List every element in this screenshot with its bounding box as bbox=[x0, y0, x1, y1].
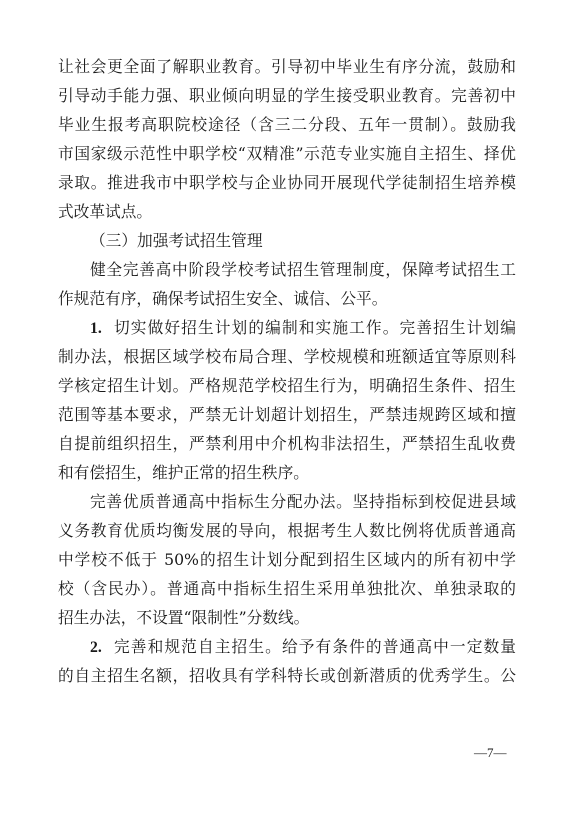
item-number: 2. bbox=[90, 639, 102, 656]
numbered-item-line bbox=[58, 632, 516, 661]
item-text: 完善和规范自主招生。给予有条件的普通高中一定数量 bbox=[113, 637, 516, 656]
text-line: 和有偿招生，维护正常的招生秩序。 bbox=[58, 463, 309, 482]
text-line: 学核定招生计划。严格规范学校招生行为，明确招生条件、招生 bbox=[58, 376, 516, 395]
text-line: 引导动手能力强、职业倾向明显的学生接受职业教育。完善初中 bbox=[58, 86, 516, 105]
text-line: 义务教育优质均衡发展的导向，根据考生人数比例将优质普通高 bbox=[58, 521, 516, 540]
text-line: 的自主招生名额，招收具有学科特长或创新潜质的优秀学生。公 bbox=[58, 666, 516, 685]
text-line: 录取。推进我市中职学校与企业协同开展现代学徒制招生培养模 bbox=[58, 173, 516, 192]
text-line: 中学校不低于 50%的招生计划分配到招生区域内的所有初中学 bbox=[58, 550, 516, 569]
text-line: 作规范有序，确保考试招生安全、诚信、公平。 bbox=[58, 289, 388, 308]
text-line: 自提前组织招生，严禁利用中介机构非法招生，严禁招生乱收费 bbox=[58, 434, 516, 453]
text-line: 毕业生报考高职院校途径（含三二分段、五年一贯制）。鼓励我 bbox=[58, 115, 516, 134]
page-number: —7— bbox=[474, 745, 507, 760]
section-heading: （三）加强考试招生管理 bbox=[90, 231, 263, 250]
text-line: 制办法，根据区域学校布局合理、学校规模和班额适宜等原则科 bbox=[58, 347, 516, 366]
text-line: 让社会更全面了解职业教育。引导初中毕业生有序分流，鼓励和 bbox=[58, 57, 516, 76]
text-line: 式改革试点。 bbox=[58, 202, 153, 221]
text-line: 完善优质普通高中指标生分配办法。坚持指标到校促进县域 bbox=[90, 492, 516, 511]
text-line: 校（含民办）。普通高中指标生招生采用单独批次、单独录取的 bbox=[58, 579, 516, 598]
text-line: 范围等基本要求，严禁无计划超计划招生，严禁违规跨区域和擅 bbox=[58, 405, 516, 424]
text-line: 市国家级示范性中职学校“双精准”示范专业实施自主招生、择优 bbox=[58, 144, 516, 163]
numbered-item-line bbox=[58, 313, 516, 342]
item-text: 切实做好招生计划的编制和实施工作。完善招生计划编 bbox=[113, 318, 516, 337]
page-body bbox=[58, 52, 516, 690]
item-number: 1. bbox=[90, 320, 102, 337]
text-line: 招生办法，不设置“限制性”分数线。 bbox=[58, 608, 310, 627]
text-line: 健全完善高中阶段学校考试招生管理制度，保障考试招生工 bbox=[90, 260, 516, 279]
